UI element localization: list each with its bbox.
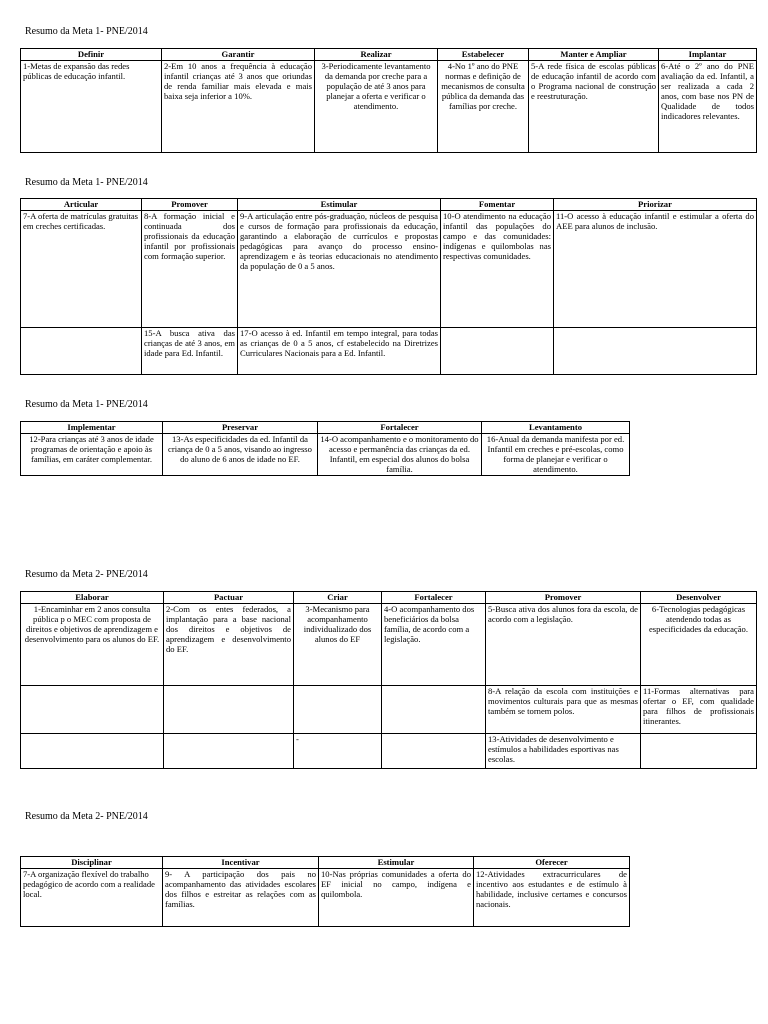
- header-promover: Promover: [486, 592, 641, 604]
- table-cell: 4-O acompanhamento dos beneficiários da bolsa família, de acordo com a legislação.: [382, 604, 486, 686]
- header-manter-ampliar: Manter e Ampliar: [529, 49, 659, 61]
- table-cell: [554, 328, 757, 375]
- table-cell: 2-Com os entes federados, a implantação para a base nacional dos direitos e objetivos de aprendizagem e desenvolvimento do EF.: [164, 604, 294, 686]
- table-cell: 11-Formas alternativas para ofertar o EF, com qualidade para filhos de profissionais itinerantes.: [641, 686, 757, 734]
- header-implantar: Implantar: [659, 49, 757, 61]
- header-articular: Articular: [21, 199, 142, 211]
- table-cell: 10-O atendimento na educação infantil das populações do campo e das comunidades: indígenas e quilombolas nas respectivas comunidades.: [441, 211, 554, 328]
- header-fortalecer: Fortalecer: [318, 422, 482, 434]
- header-estimular: Estimular: [238, 199, 441, 211]
- table-cell: [21, 734, 164, 769]
- table-cell: 2-Em 10 anos a frequência à educação infantil crianças até 3 anos que oriundas de renda familiar mais elevada e mais baixa seja inferior a 10%.: [162, 61, 315, 153]
- table-cell: 1-Metas de expansão das redes públicas de educação infantil.: [21, 61, 162, 153]
- table-cell: [382, 686, 486, 734]
- header-fortalecer: Fortalecer: [382, 592, 486, 604]
- header-pactuar: Pactuar: [164, 592, 294, 604]
- header-levantamento: Levantamento: [482, 422, 630, 434]
- table-cell: 12-Para crianças até 3 anos de idade programas de orientação e apoio às famílias, em caráter complementar.: [21, 434, 163, 476]
- header-implementar: Implementar: [21, 422, 163, 434]
- header-desenvolver: Desenvolver: [641, 592, 757, 604]
- meta2-table-1: [20, 591, 757, 769]
- table-cell: 3-Periodicamente levantamento da demanda por creche para a população de até 3 anos para planejar a oferta e verificar o atendimento.: [315, 61, 438, 153]
- table-cell: 15-A busca ativa das crianças de até 3 anos, em idade para Ed. Infantil.: [142, 328, 238, 375]
- table-cell: [294, 686, 382, 734]
- header-elaborar: Elaborar: [21, 592, 164, 604]
- table-cell: 7-A organização flexível do trabalho pedagógico de acordo com a realidade local.: [21, 869, 163, 927]
- table-cell: 6-Tecnologias pedagógicas atendendo todas as especificidades da educação.: [641, 604, 757, 686]
- header-disciplinar: Disciplinar: [21, 857, 163, 869]
- header-estabelecer: Estabelecer: [438, 49, 529, 61]
- header-oferecer: Oferecer: [474, 857, 630, 869]
- header-fomentar: Fomentar: [441, 199, 554, 211]
- table-cell: 9-A articulação entre pós-graduação, núcleos de pesquisa e cursos de formação para profissionais da educação, garantindo a elaboração de currículos e propostas pedagógicas para avanço do processo ensino-aprendizagem e às teorias educacionais no atendimento da população de 0 a 5 anos.: [238, 211, 441, 328]
- meta2-table-2: [20, 856, 630, 927]
- header-criar: Criar: [294, 592, 382, 604]
- header-garantir: Garantir: [162, 49, 315, 61]
- table-cell: 10-Nas próprias comunidades a oferta do EF inicial no campo, indígena e quilombola.: [319, 869, 474, 927]
- header-promover: Promover: [142, 199, 238, 211]
- table-cell: [441, 328, 554, 375]
- table-cell: 16-Anual da demanda manifesta por ed. Infantil em creches e pré-escolas, como forma de planejar e verificar o atendimento.: [482, 434, 630, 476]
- table-cell: 5-A rede física de escolas públicas de educação infantil de acordo com o Programa nacional de construção e reestruturação.: [529, 61, 659, 153]
- section-caption: Resumo da Meta 1- PNE/2014: [25, 177, 148, 188]
- table-cell: [164, 734, 294, 769]
- section-caption: Resumo da Meta 2- PNE/2014: [25, 569, 148, 580]
- table-cell: [382, 734, 486, 769]
- table-cell: 6-Até o 2º ano do PNE avaliação da ed. Infantil, a ser realizada a cada 2 anos, com base nos PN de Qualidade de todos indicadores relevantes.: [659, 61, 757, 153]
- header-definir: Definir: [21, 49, 162, 61]
- table-cell: 11-O acesso à educação infantil e estimular a oferta do AEE para alunos de inclusão.: [554, 211, 757, 328]
- section-caption: Resumo da Meta 1- PNE/2014: [25, 26, 148, 37]
- table-cell: 5-Busca ativa dos alunos fora da escola, de acordo com a legislação.: [486, 604, 641, 686]
- header-preservar: Preservar: [163, 422, 318, 434]
- table-cell: 17-O acesso à ed. Infantil em tempo integral, para todas as crianças de 0 a 5 anos, cf estabelecido na Diretrizes Curriculares Nacionais para a Ed. Infantil.: [238, 328, 441, 375]
- table-cell: 4-No 1º ano do PNE normas e definição de mecanismos de consulta pública da demanda das famílias por creche.: [438, 61, 529, 153]
- table-cell: 8-A formação inicial e continuada dos profissionais da educação infantil por profissionais com formação superior.: [142, 211, 238, 328]
- header-priorizar: Priorizar: [554, 199, 757, 211]
- meta1-table-3: [20, 421, 630, 476]
- meta1-table-1: [20, 48, 757, 153]
- table-cell: 9- A participação dos pais no acompanhamento das atividades escolares dos filhos e estreitar as relações com as famílias.: [163, 869, 319, 927]
- table-cell: 3-Mecanismo para acompanhamento individualizado dos alunos do EF: [294, 604, 382, 686]
- table-cell: 13-As especificidades da ed. Infantil da criança de 0 a 5 anos, visando ao ingresso do aluno de 6 anos de idade no EF.: [163, 434, 318, 476]
- table-cell: 8-A relação da escola com instituições e movimentos culturais para que as mesmas também se tornem polos.: [486, 686, 641, 734]
- header-estimular: Estimular: [319, 857, 474, 869]
- table-cell: 1-Encaminhar em 2 anos consulta pública p o MEC com proposta de direitos e objetivos de aprendizagem e desenvolvimento para os alunos do EF.: [21, 604, 164, 686]
- table-cell: [21, 686, 164, 734]
- section-caption: Resumo da Meta 1- PNE/2014: [25, 399, 148, 410]
- table-cell: -: [294, 734, 382, 769]
- table-cell: 7-A oferta de matrículas gratuitas em creches certificadas.: [21, 211, 142, 328]
- table-cell: [21, 328, 142, 375]
- meta1-table-2: [20, 198, 757, 375]
- header-incentivar: Incentivar: [163, 857, 319, 869]
- header-realizar: Realizar: [315, 49, 438, 61]
- table-cell: 13-Atividades de desenvolvimento e estímulos a habilidades esportivas nas escolas.: [486, 734, 641, 769]
- table-cell: [164, 686, 294, 734]
- section-caption: Resumo da Meta 2- PNE/2014: [25, 811, 148, 822]
- table-cell: 12-Atividades extracurriculares de incentivo aos estudantes e de estímulo à habilidade, inclusive certames e concursos nacionais.: [474, 869, 630, 927]
- table-cell: 14-O acompanhamento e o monitoramento do acesso e permanência das crianças da ed. Infantil, em especial dos alunos do bolsa família.: [318, 434, 482, 476]
- table-cell: [641, 734, 757, 769]
